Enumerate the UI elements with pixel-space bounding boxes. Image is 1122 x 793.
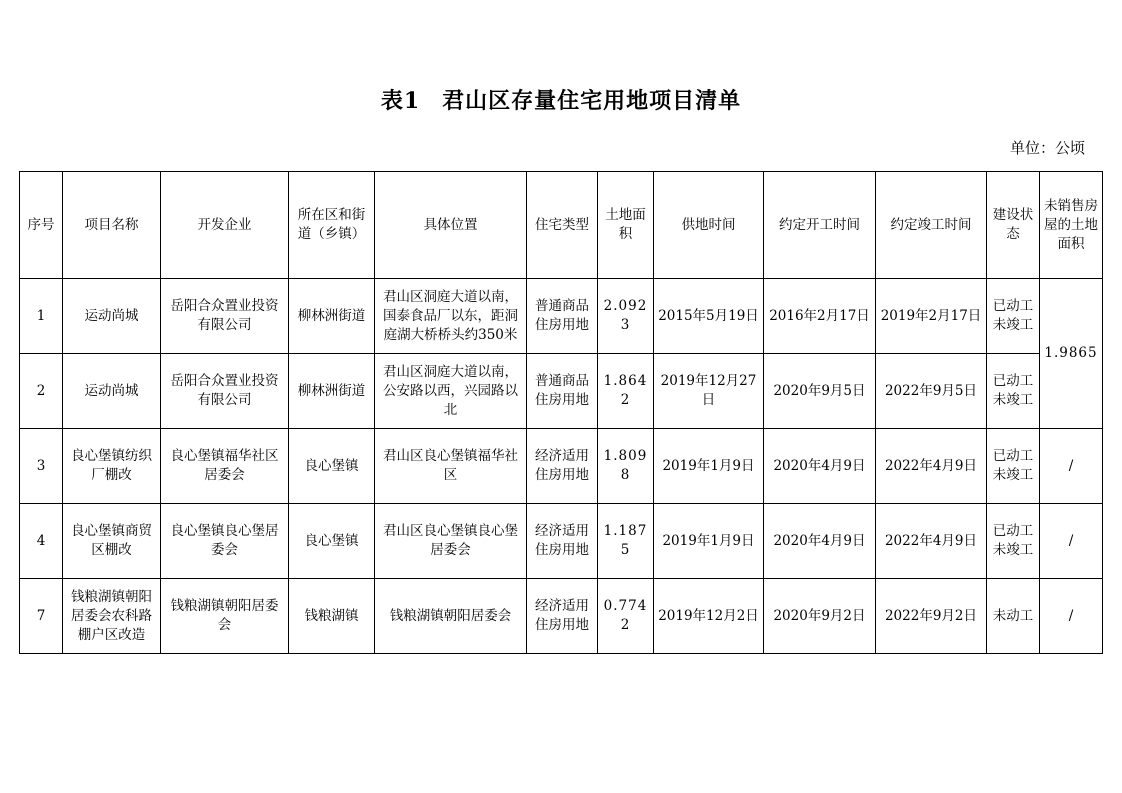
cell-no: 1 (20, 279, 63, 354)
cell-area: 1.8098 (598, 429, 654, 504)
table-row (20, 354, 1103, 429)
cell-name: 运动尚城 (63, 279, 161, 354)
cell-type: 经济适用住房用地 (527, 504, 598, 579)
cell-district: 柳林洲街道 (289, 354, 375, 429)
cell-area: 1.8642 (598, 354, 654, 429)
cell-name: 运动尚城 (63, 354, 161, 429)
cell-status: 未动工 (987, 579, 1040, 654)
col-header-start-date: 约定开工时间 (764, 172, 876, 279)
cell-supply-date: 2015年5月19日 (654, 279, 764, 354)
cell-supply-date: 2019年12月27日 (654, 354, 764, 429)
cell-area: 0.7742 (598, 579, 654, 654)
cell-start-date: 2020年9月2日 (764, 579, 876, 654)
cell-unsold-area: 1.9865 (1040, 279, 1103, 429)
cell-finish-date: 2022年4月9日 (876, 504, 987, 579)
cell-no: 4 (20, 504, 63, 579)
project-table (19, 171, 1103, 654)
cell-name: 钱粮湖镇朝阳居委会农科路棚户区改造 (63, 579, 161, 654)
cell-unsold-area: / (1040, 504, 1103, 579)
cell-location: 君山区洞庭大道以南，公安路以西，兴园路以北 (375, 354, 527, 429)
table-row (20, 504, 1103, 579)
cell-location: 君山区良心堡镇福华社区 (375, 429, 527, 504)
cell-type: 普通商品住房用地 (527, 279, 598, 354)
col-header-location: 具体位置 (375, 172, 527, 279)
table-title: 君山区存量住宅用地项目清单 (442, 88, 742, 114)
cell-type: 经济适用住房用地 (527, 429, 598, 504)
cell-developer: 岳阳合众置业投资有限公司 (161, 354, 289, 429)
cell-developer: 良心堡镇良心堡居委会 (161, 504, 289, 579)
col-header-district: 所在区和街道（乡镇） (289, 172, 375, 279)
col-header-area: 土地面积 (598, 172, 654, 279)
col-header-status: 建设状态 (987, 172, 1040, 279)
cell-status: 已动工未竣工 (987, 354, 1040, 429)
cell-supply-date: 2019年1月9日 (654, 429, 764, 504)
cell-start-date: 2020年4月9日 (764, 429, 876, 504)
cell-supply-date: 2019年12月2日 (654, 579, 764, 654)
col-header-finish-date: 约定竣工时间 (876, 172, 987, 279)
cell-no: 3 (20, 429, 63, 504)
col-header-developer: 开发企业 (161, 172, 289, 279)
cell-no: 2 (20, 354, 63, 429)
cell-finish-date: 2022年9月5日 (876, 354, 987, 429)
cell-district: 良心堡镇 (289, 504, 375, 579)
cell-finish-date: 2019年2月17日 (876, 279, 987, 354)
col-header-supply-date: 供地时间 (654, 172, 764, 279)
table-row (20, 279, 1103, 354)
col-header-name: 项目名称 (63, 172, 161, 279)
cell-finish-date: 2022年9月2日 (876, 579, 987, 654)
cell-name: 良心堡镇纺织厂棚改 (63, 429, 161, 504)
cell-developer: 良心堡镇福华社区居委会 (161, 429, 289, 504)
table-row (20, 579, 1103, 654)
cell-developer: 钱粮湖镇朝阳居委会 (161, 579, 289, 654)
page-title (0, 84, 1122, 115)
col-header-unsold-area: 未销售房屋的土地面积 (1040, 172, 1103, 279)
cell-unsold-area: / (1040, 429, 1103, 504)
cell-area: 2.0923 (598, 279, 654, 354)
cell-supply-date: 2019年1月9日 (654, 504, 764, 579)
unit-label: 单位：公顷 (1009, 139, 1085, 157)
cell-unsold-area: / (1040, 579, 1103, 654)
cell-area: 1.1875 (598, 504, 654, 579)
table-header-row (20, 172, 1103, 279)
cell-status: 已动工未竣工 (987, 429, 1040, 504)
cell-district: 良心堡镇 (289, 429, 375, 504)
cell-start-date: 2016年2月17日 (764, 279, 876, 354)
col-header-type: 住宅类型 (527, 172, 598, 279)
cell-district: 柳林洲街道 (289, 279, 375, 354)
table-row (20, 429, 1103, 504)
cell-finish-date: 2022年4月9日 (876, 429, 987, 504)
cell-location: 君山区洞庭大道以南，国泰食品厂以东，距洞庭湖大桥桥头约350米 (375, 279, 527, 354)
cell-start-date: 2020年4月9日 (764, 504, 876, 579)
col-header-no: 序号 (20, 172, 63, 279)
cell-location: 钱粮湖镇朝阳居委会 (375, 579, 527, 654)
cell-developer: 岳阳合众置业投资有限公司 (161, 279, 289, 354)
cell-type: 经济适用住房用地 (527, 579, 598, 654)
cell-start-date: 2020年9月5日 (764, 354, 876, 429)
cell-name: 良心堡镇商贸区棚改 (63, 504, 161, 579)
table-number: 表1 (380, 88, 421, 114)
cell-type: 普通商品住房用地 (527, 354, 598, 429)
cell-status: 已动工未竣工 (987, 504, 1040, 579)
cell-status: 已动工未竣工 (987, 279, 1040, 354)
cell-no: 7 (20, 579, 63, 654)
cell-district: 钱粮湖镇 (289, 579, 375, 654)
cell-location: 君山区良心堡镇良心堡居委会 (375, 504, 527, 579)
